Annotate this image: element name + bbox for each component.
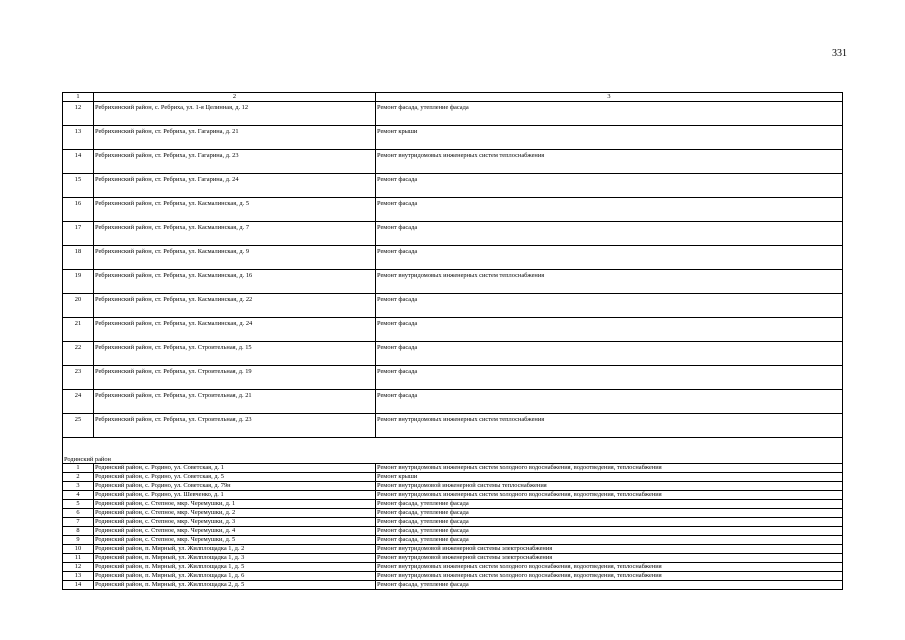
- row-address: Ребрихинский район, ст. Ребриха, ул. Гагарина, д. 24: [94, 174, 376, 198]
- table-row: [63, 545, 843, 554]
- row-number: 21: [63, 318, 94, 342]
- row-number: 8: [63, 527, 94, 536]
- row-work-type: Ремонт крыши: [376, 126, 843, 150]
- table-row: [63, 464, 843, 473]
- row-number: 11: [63, 554, 94, 563]
- row-work-type: Ремонт фасада: [376, 342, 843, 366]
- row-work-type: Ремонт фасада: [376, 390, 843, 414]
- row-number: 3: [63, 482, 94, 491]
- table-header-row: [63, 93, 843, 102]
- table-row: [63, 390, 843, 414]
- table-row: [63, 500, 843, 509]
- row-work-type: Ремонт внутридомовой инженерной системы теплоснабжения: [376, 482, 843, 491]
- table-row: [63, 342, 843, 366]
- row-number: 15: [63, 174, 94, 198]
- row-work-type: Ремонт внутридомовых инженерных систем холодного водоснабжения, водоотведения, теплоснабжения: [376, 491, 843, 500]
- row-work-type: Ремонт фасада, утепление фасада: [376, 581, 843, 590]
- row-address: Родинский район, п. Мирный, ул. Жилплощадка 1, д. 2: [94, 545, 376, 554]
- row-work-type: Ремонт фасада, утепление фасада: [376, 518, 843, 527]
- row-work-type: Ремонт фасада, утепление фасада: [376, 102, 843, 126]
- row-number: 9: [63, 536, 94, 545]
- table-row: [63, 491, 843, 500]
- row-address: Родинский район, п. Мирный, ул. Жилплощадка 1, д. 5: [94, 563, 376, 572]
- column-number-2: 2: [94, 93, 376, 102]
- row-number: 4: [63, 491, 94, 500]
- section-row: [63, 438, 843, 464]
- row-number: 20: [63, 294, 94, 318]
- row-number: 23: [63, 366, 94, 390]
- row-address: Ребрихинский район, ст. Ребриха, ул. Касмалинская, д. 5: [94, 198, 376, 222]
- row-number: 12: [63, 102, 94, 126]
- row-address: Родинский район, с. Родино, ул. Советская, д. 79н: [94, 482, 376, 491]
- section-title: Родинский район: [63, 438, 843, 464]
- table-row: [63, 554, 843, 563]
- table-row: [63, 102, 843, 126]
- table-row: [63, 222, 843, 246]
- row-work-type: Ремонт внутридомовой инженерной системы электроснабжения: [376, 554, 843, 563]
- row-address: Ребрихинский район, ст. Ребриха, ул. Касмалинская, д. 7: [94, 222, 376, 246]
- row-work-type: Ремонт фасада: [376, 174, 843, 198]
- row-number: 6: [63, 509, 94, 518]
- table-row: [63, 270, 843, 294]
- row-work-type: Ремонт фасада: [376, 366, 843, 390]
- repair-register-table: [62, 92, 843, 590]
- table-row: [63, 414, 843, 438]
- row-number: 7: [63, 518, 94, 527]
- table-row: [63, 366, 843, 390]
- row-address: Родинский район, п. Мирный, ул. Жилплощадка 2, д. 5: [94, 581, 376, 590]
- table-row: [63, 482, 843, 491]
- table-row: [63, 572, 843, 581]
- row-work-type: Ремонт фасада, утепление фасада: [376, 527, 843, 536]
- row-number: 16: [63, 198, 94, 222]
- table-row: [63, 246, 843, 270]
- row-address: Родинский район, п. Мирный, ул. Жилплощадка 1, д. 6: [94, 572, 376, 581]
- row-address: Родинский район, с. Степное, мкр. Черемушки, д. 4: [94, 527, 376, 536]
- row-address: Ребрихинский район, ст. Ребриха, ул. Гагарина, д. 23: [94, 150, 376, 174]
- column-number-3: 3: [376, 93, 843, 102]
- row-address: Родинский район, п. Мирный, ул. Жилплощадка 1, д. 3: [94, 554, 376, 563]
- table-row: [63, 581, 843, 590]
- row-address: Ребрихинский район, ст. Ребриха, ул. Касмалинская, д. 9: [94, 246, 376, 270]
- row-number: 5: [63, 500, 94, 509]
- table-row: [63, 150, 843, 174]
- row-number: 12: [63, 563, 94, 572]
- table-row: [63, 509, 843, 518]
- row-address: Ребрихинский район, ст. Ребриха, ул. Строительная, д. 23: [94, 414, 376, 438]
- row-work-type: Ремонт внутридомовых инженерных систем холодного водоснабжения, водоотведения, теплоснабжения: [376, 563, 843, 572]
- table-row: [63, 318, 843, 342]
- table-row: [63, 294, 843, 318]
- row-address: Родинский район, с. Степное, мкр. Черемушки, д. 3: [94, 518, 376, 527]
- row-number: 17: [63, 222, 94, 246]
- row-number: 10: [63, 545, 94, 554]
- row-address: Родинский район, с. Степное, мкр. Черемушки, д. 1: [94, 500, 376, 509]
- row-work-type: Ремонт внутридомовых инженерных систем холодного водоснабжения, водоотведения, теплоснабжения: [376, 464, 843, 473]
- row-work-type: Ремонт внутридомовых инженерных систем теплоснабжения: [376, 414, 843, 438]
- table-row: [63, 527, 843, 536]
- table-row: [63, 198, 843, 222]
- row-number: 25: [63, 414, 94, 438]
- table-row: [63, 174, 843, 198]
- row-number: 2: [63, 473, 94, 482]
- row-number: 14: [63, 581, 94, 590]
- table-row: [63, 126, 843, 150]
- row-address: Родинский район, с. Степное, мкр. Черемушки, д. 5: [94, 536, 376, 545]
- row-number: 19: [63, 270, 94, 294]
- row-number: 24: [63, 390, 94, 414]
- row-work-type: Ремонт фасада: [376, 198, 843, 222]
- row-work-type: Ремонт фасада: [376, 246, 843, 270]
- row-number: 13: [63, 126, 94, 150]
- table-row: [63, 473, 843, 482]
- row-address: Родинский район, с. Родино, ул. Шевченко, д. 1: [94, 491, 376, 500]
- row-work-type: Ремонт фасада, утепление фасада: [376, 509, 843, 518]
- row-number: 1: [63, 464, 94, 473]
- row-address: Родинский район, с. Родино, ул. Советская, д. 5: [94, 473, 376, 482]
- table-row: [63, 563, 843, 572]
- row-number: 18: [63, 246, 94, 270]
- row-work-type: Ремонт фасада: [376, 222, 843, 246]
- row-address: Ребрихинский район, с. Ребриха, ул. 1-я Целинная, д. 12: [94, 102, 376, 126]
- row-work-type: Ремонт фасада: [376, 318, 843, 342]
- table-row: [63, 518, 843, 527]
- row-number: 13: [63, 572, 94, 581]
- row-address: Ребрихинский район, ст. Ребриха, ул. Строительная, д. 19: [94, 366, 376, 390]
- row-work-type: Ремонт внутридомовых инженерных систем теплоснабжения: [376, 150, 843, 174]
- row-address: Ребрихинский район, ст. Ребриха, ул. Касмалинская, д. 24: [94, 318, 376, 342]
- row-work-type: Ремонт внутридомовой инженерной системы электроснабжения: [376, 545, 843, 554]
- row-work-type: Ремонт фасада, утепление фасада: [376, 536, 843, 545]
- row-address: Ребрихинский район, ст. Ребриха, ул. Гагарина, д. 21: [94, 126, 376, 150]
- row-work-type: Ремонт фасада: [376, 294, 843, 318]
- row-address: Ребрихинский район, ст. Ребриха, ул. Строительная, д. 15: [94, 342, 376, 366]
- row-address: Ребрихинский район, ст. Ребриха, ул. Строительная, д. 21: [94, 390, 376, 414]
- row-work-type: Ремонт внутридомовых инженерных систем теплоснабжения: [376, 270, 843, 294]
- column-number-1: 1: [63, 93, 94, 102]
- page-number: 331: [832, 48, 847, 59]
- row-address: Родинский район, с. Степное, мкр. Черемушки, д. 2: [94, 509, 376, 518]
- row-address: Ребрихинский район, ст. Ребриха, ул. Касмалинская, д. 16: [94, 270, 376, 294]
- table-row: [63, 536, 843, 545]
- row-address: Родинский район, с. Родино, ул. Советская, д. 1: [94, 464, 376, 473]
- row-address: Ребрихинский район, ст. Ребриха, ул. Касмалинская, д. 22: [94, 294, 376, 318]
- row-work-type: Ремонт крыши: [376, 473, 843, 482]
- row-work-type: Ремонт внутридомовых инженерных систем холодного водоснабжения, водоотведения, теплоснабжения: [376, 572, 843, 581]
- row-number: 22: [63, 342, 94, 366]
- row-work-type: Ремонт фасада, утепление фасада: [376, 500, 843, 509]
- row-number: 14: [63, 150, 94, 174]
